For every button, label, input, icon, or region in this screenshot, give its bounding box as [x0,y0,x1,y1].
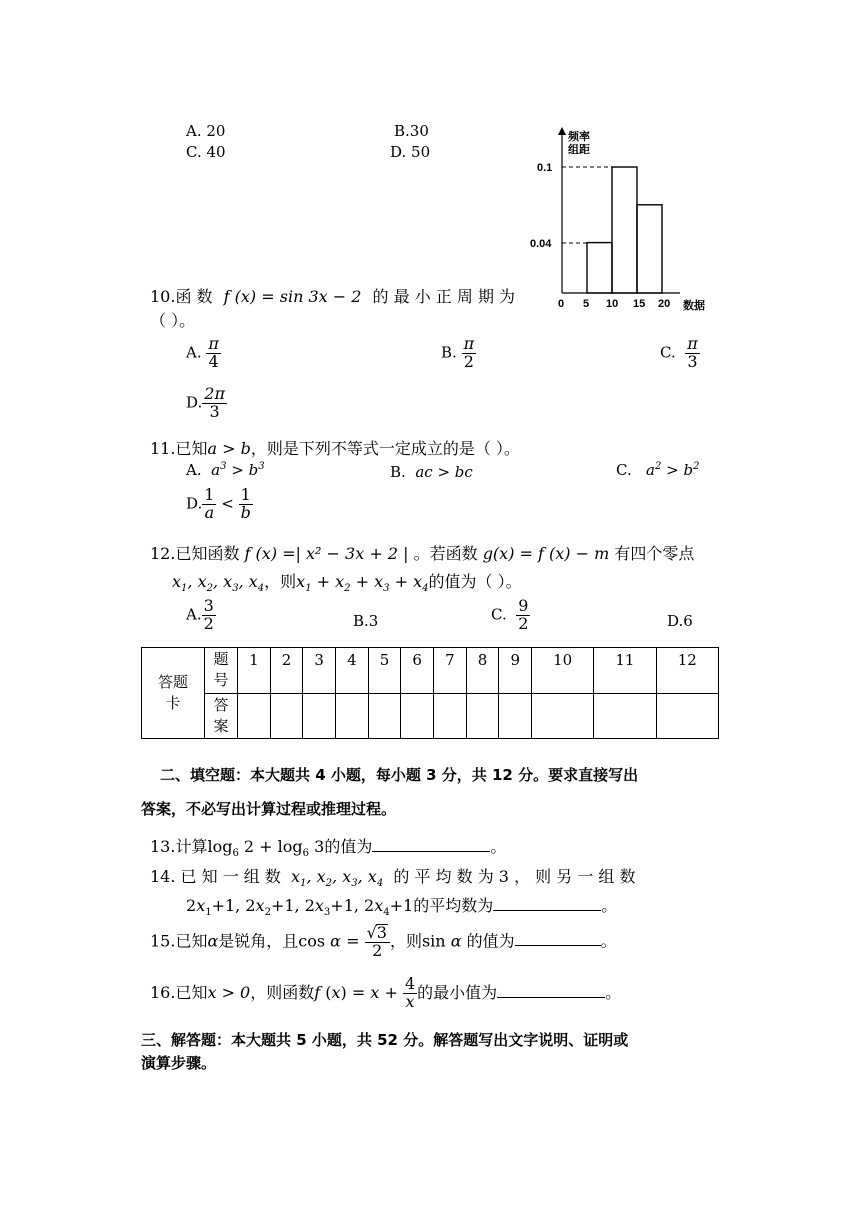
q12-line2: $x_1$, $x_2$, $x_3$, $x_4$，则$x_1 + x_2 + x_3 + x_4$的值为（ ）。 [172,572,522,595]
q12-stem: 12.已知函数 f (x) =| x² − 3x + 2 | 。若函数 g(x) = f (x) − m 有四个零点 [150,544,695,563]
answer-cell[interactable] [466,693,499,739]
section3-heading-line1: 三、解答题：本大题共 5 小题，共 52 分。解答题写出文字说明、证明或 [141,1031,629,1049]
q9-option-a: A. 20 [186,122,226,140]
answer-card-row2-label: 答案 [205,693,238,739]
chart-ytick-0.04: 0.04 [530,238,552,250]
chart-xtick-10: 10 [606,298,619,310]
q12-option-c: C. $\frac{9}{2}$ [491,596,529,633]
chart-ytick-0.1: 0.1 [537,162,553,174]
chart-ylabel-bottom: 组距 [568,144,590,156]
answer-cell[interactable] [270,693,303,739]
chart-ylabel-top: 频率 [568,131,590,143]
q12-gx: g(x) = f (x) − m [482,544,610,563]
question-number-cell: 5 [368,648,401,694]
q11-option-d: D. $\frac{1}{a}$ < $\frac{1}{b}$ [186,485,251,522]
q9-option-d: D. 50 [390,143,431,161]
q10-paren: （ ）。 [150,311,196,330]
q12-fx: f (x) =| x² − 3x + 2 | [244,544,409,563]
q10-option-b: B. $\frac{\pi}{2}$ [441,334,475,371]
answer-cell[interactable] [401,693,434,739]
q10-option-c: C. $\frac{\pi}{3}$ [660,334,698,371]
answer-cell[interactable] [434,693,467,739]
q11-condition: a > b [207,439,251,458]
q11-option-c: C. $a^2 > b^2$ [616,461,700,479]
frequency-histogram [520,125,720,315]
q10-function: f (x) = sin 3x − 2 [223,287,362,306]
question-number-cell: 6 [401,648,434,694]
answer-cell[interactable] [368,693,401,739]
section3-heading-line2: 演算步骤。 [141,1054,217,1072]
chart-xlabel: 数据 [683,300,705,312]
chart-xtick-20: 20 [658,298,671,310]
answer-card-row1-label: 题号 [205,648,238,694]
answer-cell[interactable] [303,693,336,739]
q11-option-a: A. $a^3 > b^3$ [186,461,265,479]
q15-answer-blank[interactable] [515,930,601,946]
section2-heading-line2: 答案，不必写出计算过程或推理过程。 [141,800,397,818]
question-number-cell: 3 [303,648,336,694]
q9-option-c: C. 40 [186,143,226,161]
q14-line2: $2x_1+1$, $2x_2+1$, $2x_3+1$, $2x_4+1$的平均数为 。 [186,896,618,919]
q12-option-b: B.3 [353,612,379,630]
answer-cell[interactable] [532,693,594,739]
answer-card-label: 答题卡 [142,648,205,739]
chart-xtick-5: 5 [583,298,590,310]
section2-heading-line1: 二、填空题：本大题共 4 小题，每小题 3 分，共 12 分。要求直接写出 [160,766,639,784]
question-number-cell: 11 [594,648,656,694]
q10-option-d: D. $\frac{2\pi}{3}$ [186,384,225,421]
question-number-cell: 1 [238,648,271,694]
histogram-bar-5-10 [587,243,612,293]
q12-option-a: A. $\frac{3}{2}$ [186,596,214,633]
question-number-cell: 9 [499,648,532,694]
answer-cell[interactable] [594,693,656,739]
histogram-bar-15-20 [637,205,662,293]
question-number-cell: 8 [466,648,499,694]
question-number-cell: 10 [532,648,594,694]
q13: 13.计算$\log_6 2 + \log_6 3$的值为 。 [150,837,507,860]
question-number-cell: 4 [336,648,369,694]
q16: 16.已知x > 0，则函数f (x) = x + $\frac{4}{x}$ 的最小值为 。 [150,974,622,1011]
chart-y-arrow [558,127,566,135]
chart-xtick-15: 15 [633,298,646,310]
q14-answer-blank[interactable] [493,895,601,911]
answer-cell[interactable] [656,693,718,739]
answer-cell[interactable] [499,693,532,739]
q12-option-d: D.6 [667,612,693,630]
q16-answer-blank[interactable] [497,982,605,998]
q10-stem-a: 函 数 [175,287,213,306]
question-number-cell: 2 [270,648,303,694]
q10-option-a: A. $\frac{\pi}{4}$ [186,334,219,371]
question-number-cell: 12 [656,648,718,694]
histogram-bar-10-15 [612,167,637,293]
chart-xtick-0: 0 [558,298,565,310]
q11-option-b: B. ac > bc [390,463,473,481]
answer-cell[interactable] [238,693,271,739]
q14-line1: 14. 已 知 一 组 数 $x_1$, $x_2$, $x_3$, $x_4$ 的 平 均 数 为 3 ， 则 另 一 组 数 [150,867,636,890]
q10-number: 10. [150,287,176,306]
q11-stem: 11.已知a > b，则是下列不等式一定成立的是（ ）。 [150,439,520,458]
q10-stem-b: 的 最 小 正 周 期 为 [372,287,516,306]
q15: 15.已知α是锐角，且cos α = $\frac{√3}{2}$ ，则sin α 的值为 。 [150,923,617,960]
q10-stem [150,284,515,307]
q9-option-b: B.30 [394,122,429,140]
answer-cell[interactable] [336,693,369,739]
answer-card-table [141,647,719,739]
q13-answer-blank[interactable] [372,836,490,852]
question-number-cell: 7 [434,648,467,694]
